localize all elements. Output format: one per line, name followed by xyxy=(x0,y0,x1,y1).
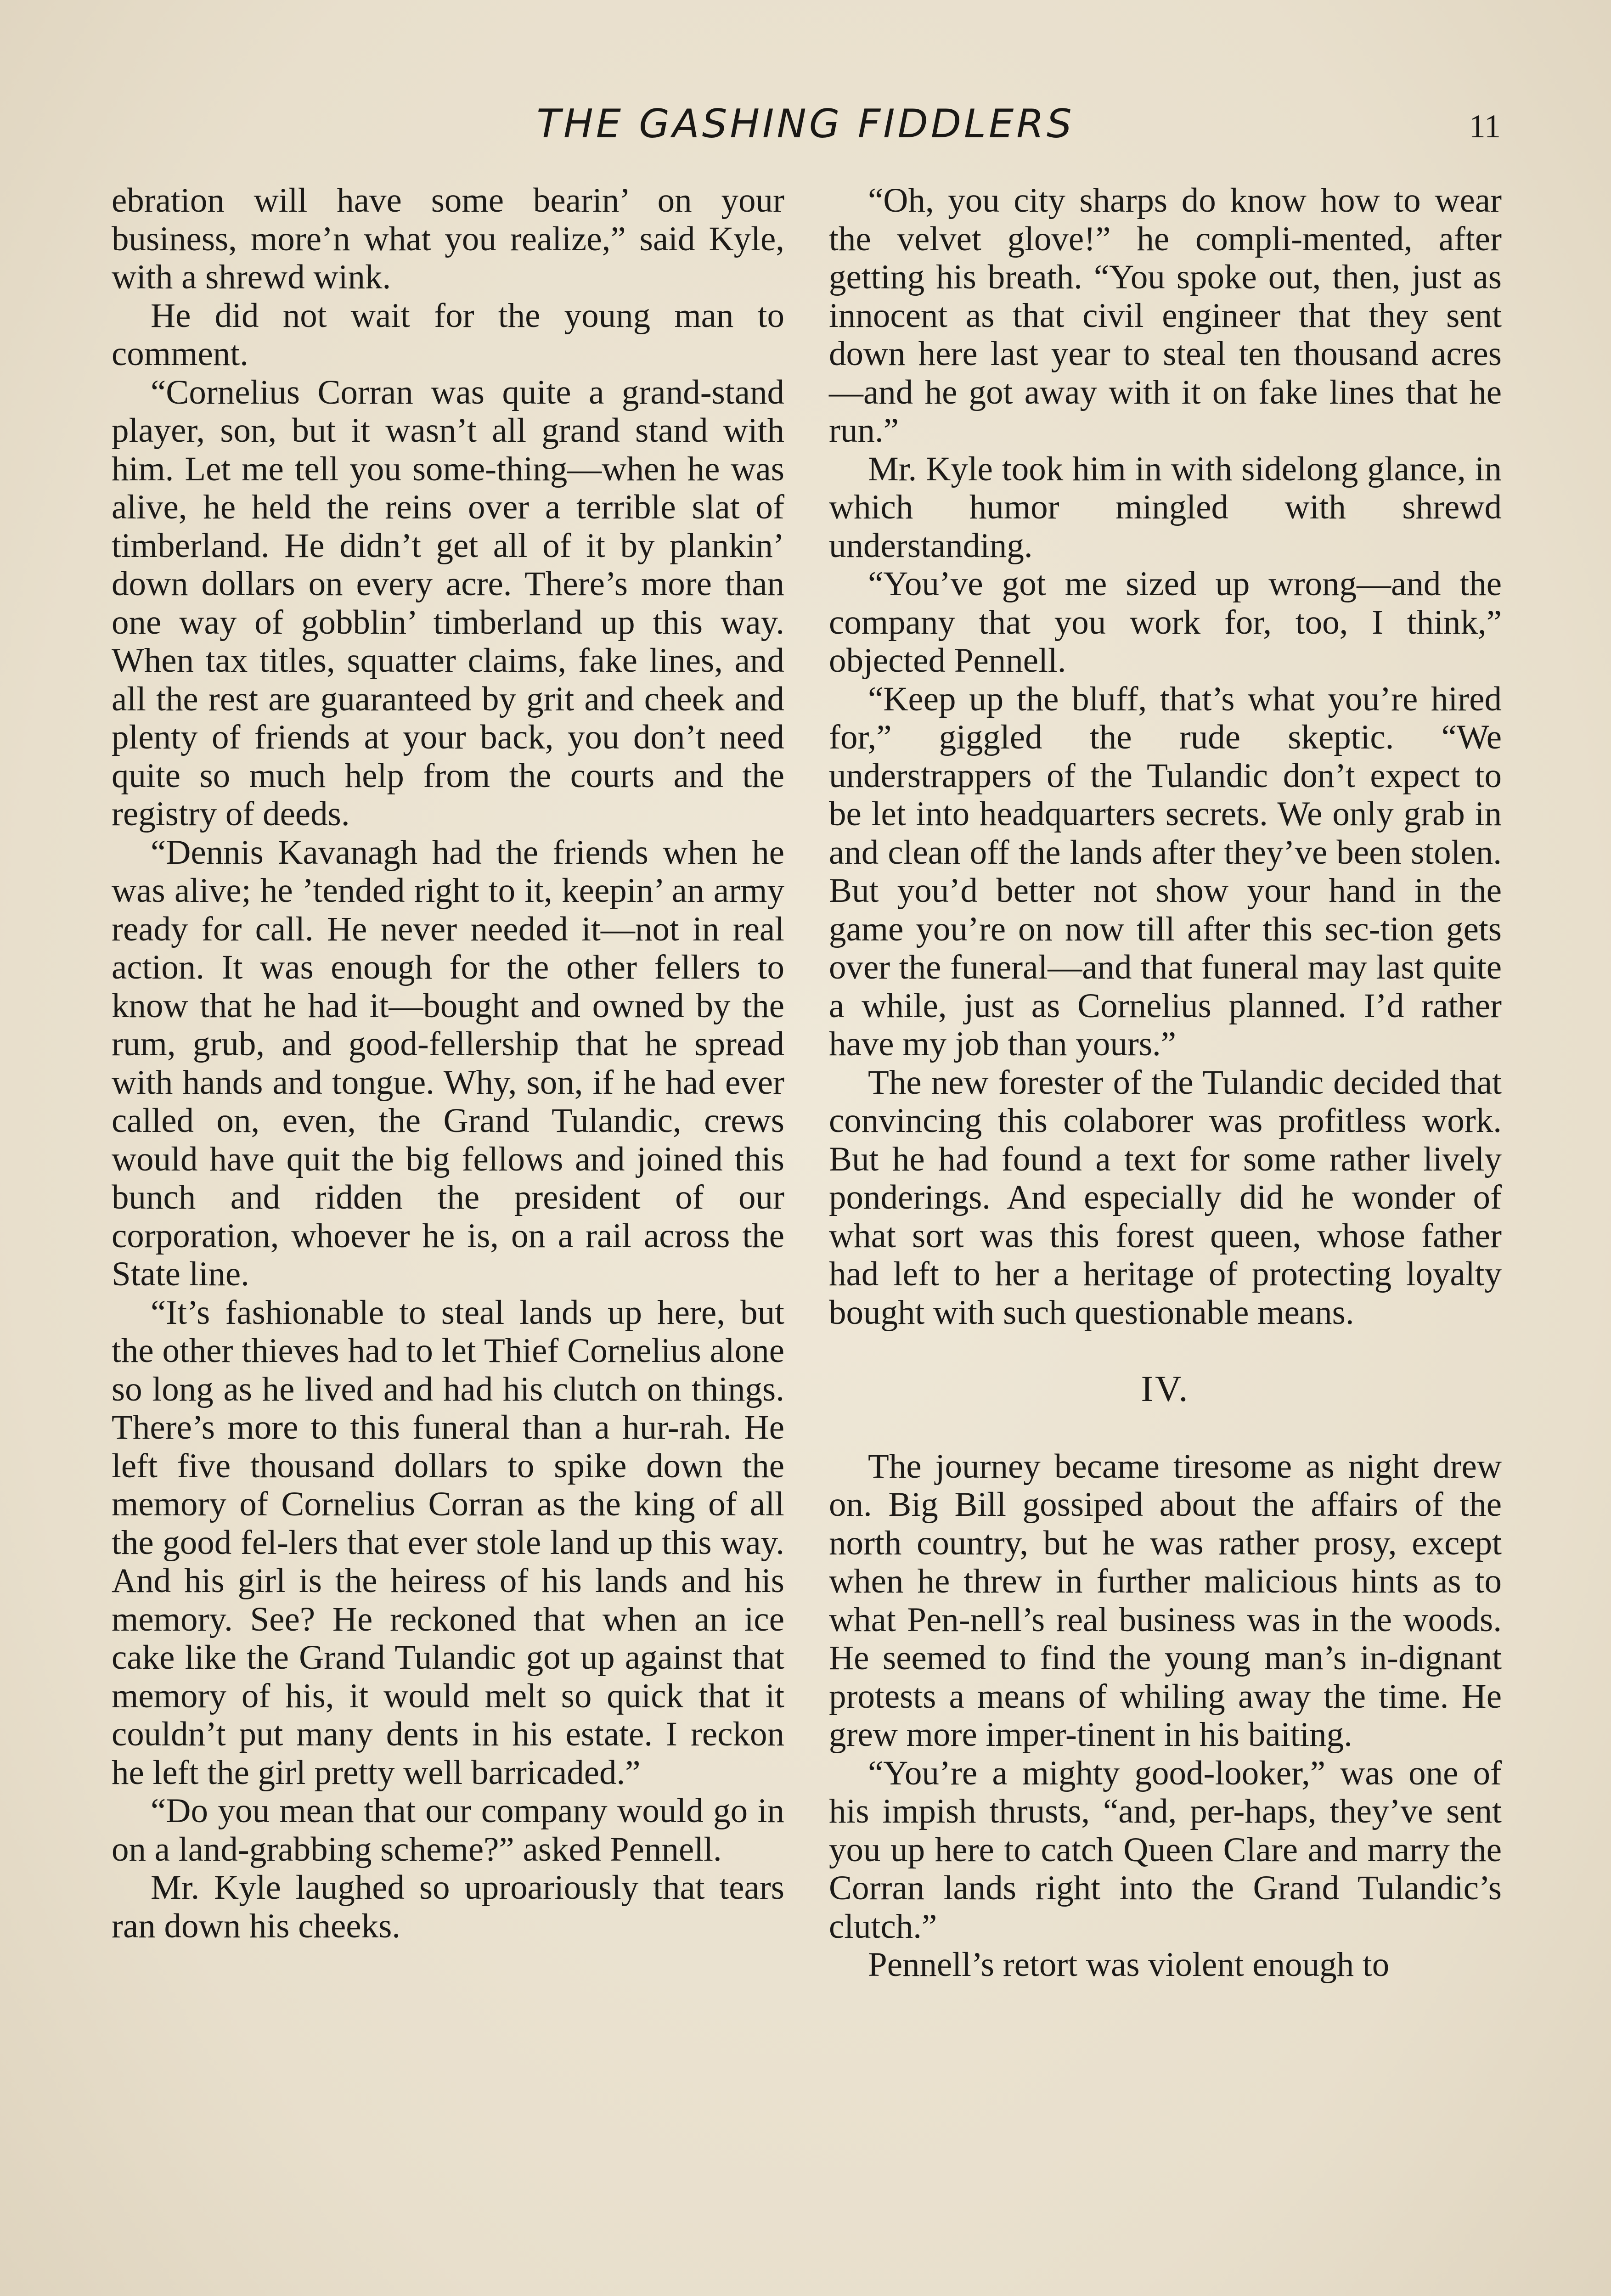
paragraph: “Keep up the bluff, that’s what you’re hired for,” giggled the rude skeptic. “We understrappers of the Tulandic don’t expect to be let into headquarters secrets. We only grab in and clean off the lands after they’ve been stolen. But you’d better not show your hand in the game you’re on now till after this sec-tion gets over the funeral—and that funeral may last quite a while, just as Cornelius planned. I’d rather have my job than yours.” xyxy=(829,680,1502,1063)
page-header xyxy=(0,94,1611,154)
paragraph: Mr. Kyle laughed so uproariously that tears ran down his cheeks. xyxy=(112,1868,784,1945)
page-number: 11 xyxy=(1469,108,1501,145)
paragraph: “You’re a mighty good-looker,” was one of his impish thrusts, “and, per-haps, they’ve sent you up here to catch Queen Clare and marry the Corran lands right into the Grand Tulandic’s clutch.” xyxy=(829,1754,1502,1946)
paragraph: ebration will have some bearin’ on your business, more’n what you realize,” said Kyle, with a shrewd wink. xyxy=(112,181,784,296)
paragraph: “Do you mean that our company would go in on a land-grabbing scheme?” asked Pennell. xyxy=(112,1792,784,1868)
paragraph: Pennell’s retort was violent enough to xyxy=(868,1946,1390,1984)
paragraph: “Cornelius Corran was quite a grand-stand player, son, but it wasn’t all grand stand with him. Let me tell you some-thing—when he was alive, he held the reins over a terrible slat of timberland. He didn’t get all of it by plankin’ down dollars on every acre. There’s more than one way of gobblin’ timberland up this way. When tax titles, squatter claims, fake lines, and all the rest are guaranteed by grit and cheek and plenty of friends at your back, you don’t need quite so much help from the courts and the registry of deeds. xyxy=(112,373,784,833)
right-column xyxy=(829,181,1502,1984)
paragraph: “It’s fashionable to steal lands up here, but the other thieves had to let Thief Cornelius alone so long as he lived and had his clutch on things. There’s more to this funeral than a hur-rah. He left five thousand dollars to spike down the memory of Cornelius Corran as the king of all the good fel-lers that ever stole land up this way. And his girl is the heiress of his lands and his memory. See? He reckoned that when an ice cake like the Grand Tulandic got up against that memory of his, it would melt so quick that it couldn’t put many dents in his estate. I reckon he left the girl pretty well barricaded.” xyxy=(112,1293,784,1792)
paragraph: “Dennis Kavanagh had the friends when he was alive; he ’tended right to it, keepin’ an army ready for call. He never needed it—not in real action. It was enough for the other fellers to know that he had it—bought and owned by the rum, grub, and good-fellership that he spread with hands and tongue. Why, son, if he had ever called on, even, the Grand Tulandic, crews would have quit the big fellows and joined this bunch and ridden the president of our corporation, whoever he is, on a rail across the State line. xyxy=(112,833,784,1293)
paragraph: He did not wait for the young man to comment. xyxy=(112,296,784,373)
paragraph: The journey became tiresome as night drew on. Big Bill gossiped about the affairs of the north country, but he was rather prosy, except when he threw in further malicious hints as to what Pen-nell’s real business was in the woods. He seemed to find the young man’s in-dignant protests a means of whiling away the time. He grew more imper-tinent in his baiting. xyxy=(829,1447,1502,1754)
section-heading: IV. xyxy=(1141,1369,1190,1409)
paragraph: The new forester of the Tulandic decided that convincing this colaborer was profitless work. But he had found a text for some rather lively ponderings. And especially did he wonder of what sort was this forest queen, whose father had left to her a heritage of protecting loyalty bought with such questionable means. xyxy=(829,1063,1502,1332)
left-column xyxy=(112,181,784,1945)
paragraph: “Oh, you city sharps do know how to wear the velvet glove!” he compli-mented, after getting his breath. “You spoke out, then, just as innocent as that civil engineer that they sent down here last year to steal ten thousand acres—and he got away with it on fake lines that he run.” xyxy=(829,181,1502,450)
running-title: THE GASHING FIDDLERS xyxy=(536,101,1075,147)
paragraph: Mr. Kyle took him in with sidelong glance, in which humor mingled with shrewd understanding. xyxy=(829,450,1502,565)
paragraph: “You’ve got me sized up wrong—and the company that you work for, too, I think,” objected Pennell. xyxy=(829,565,1502,680)
